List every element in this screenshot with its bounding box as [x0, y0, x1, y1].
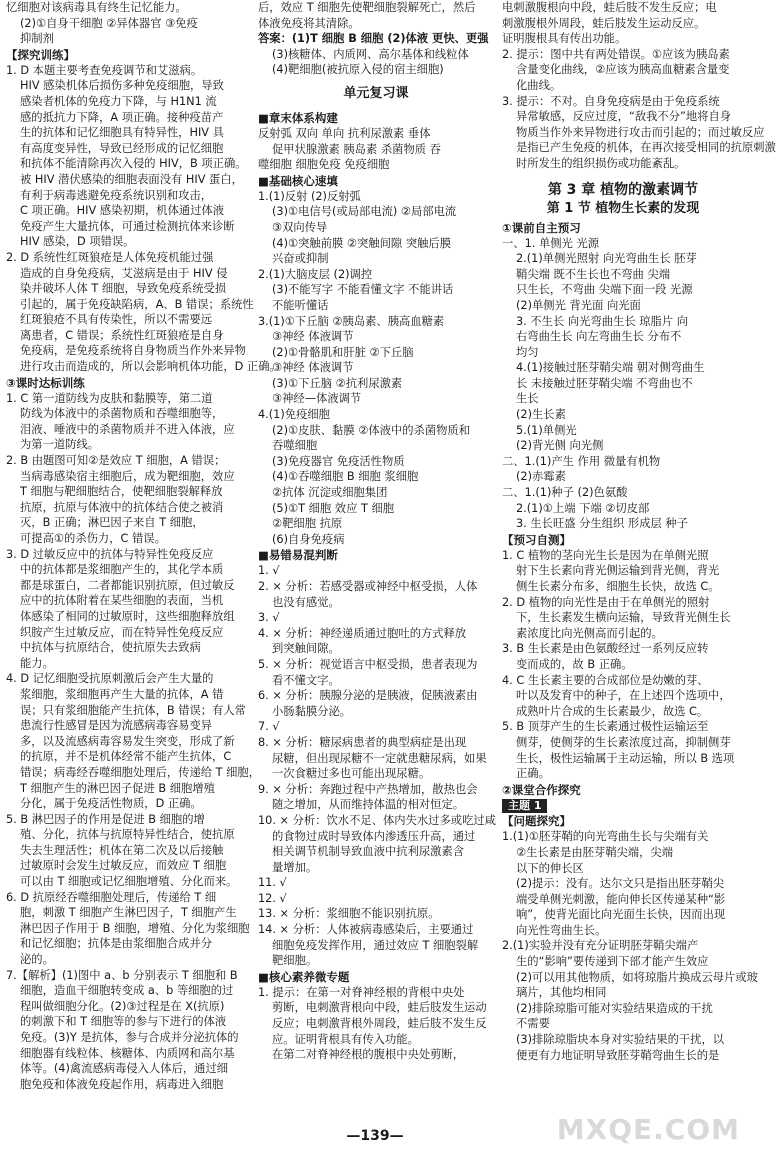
text-line: 11. √: [258, 876, 287, 890]
text-line: 噬细胞 细胞免疫 免疫细胞: [258, 158, 390, 172]
section-heading: 【探究训练】: [6, 47, 75, 62]
text-line: 2.(1)大脑皮层 (2)调控: [258, 267, 373, 281]
text-line: HIV 感染，D 项错误。: [20, 235, 135, 249]
text-line: 4.(1)免疫细胞: [258, 408, 330, 422]
text-line: 长 未接触过胚芽鞘尖端 不弯曲也不: [516, 376, 693, 390]
text-line: 2.(1)实验并没有充分证明胚芽鞘尖端产: [502, 939, 699, 953]
text-line: (3)排除琼脂块本身对实验结果的干扰，以: [516, 1033, 725, 1047]
text-line: (3)①电信号(或局部电流) ②局部电流: [272, 205, 457, 219]
text-line: 细胞免疫发挥作用，通过效应 T 细胞裂解: [272, 938, 479, 952]
text-line: 中的抗体都是浆细胞产生的，其化学本质: [20, 563, 224, 577]
text-line: (6)自身免疫病: [272, 532, 345, 546]
text-line: HIV 感染机体后损伤多种免疫细胞，导致: [20, 79, 224, 93]
text-line: 都是球蛋白，二者都能识别抗原，但过敏反: [20, 578, 235, 592]
text-line: 有利于病毒逃避免疫系统识别和攻击，: [20, 188, 213, 202]
text-line: 3. B 生长素是由色氨酸经过一系列反应转: [502, 642, 709, 656]
text-line: 免疫。(3)Y 是抗体，参与合成并分泌抗体的: [20, 1031, 239, 1044]
text-line: ③双向传导: [272, 220, 328, 234]
text-line: (2)①自身干细胞 ②异体器官 ③免疫: [20, 16, 198, 30]
section-heading: ■章末体系构建: [258, 110, 338, 125]
text-line: 的抗原，并不是机体经常不能产生抗体，C: [20, 750, 232, 764]
text-line: 体等。(4)禽流感病毒侵入人体后，通过细: [20, 1062, 229, 1076]
text-line: 成熟叶片合成的生长素最少，故选 C。: [516, 704, 709, 718]
text-line: 3. 不生长 向光弯曲生长 琼脂片 向: [516, 314, 689, 328]
text-line: 2. B 由题图可知②是效应 T 细胞，A 错误；: [6, 454, 226, 468]
text-line: 可以由 T 细胞或记忆细胞增殖、分化而来。: [20, 875, 238, 889]
text-line: 多，以及流感病毒容易发生突变，形成了新: [20, 734, 235, 748]
chapter-title: 第 3 章 植物的激素调节: [547, 181, 699, 198]
text-line: 胞，刺激 T 细胞产生淋巴因子，T 细胞产生: [20, 906, 237, 920]
text-line: 反射弧 双向 单向 抗利尿激素 垂体: [258, 126, 431, 140]
text-line: 二、1.(1)产生 作用 微量有机物: [502, 454, 661, 468]
text-line: 患流行性感冒是因为流感病毒容易变异: [20, 719, 213, 733]
text-line: 一、1. 单侧光 光源: [502, 236, 600, 250]
text-line: ②生长素是由胚芽鞘尖端，尖端: [516, 845, 673, 859]
text-line: 鞘尖端 既不生长也不弯曲 尖端: [516, 267, 671, 281]
text-line: 5. × 分析：视觉语言中枢受损，患者表现为: [258, 657, 478, 671]
text-line: 细胞器有线粒体、核糖体、内质网和高尔基: [20, 1046, 235, 1060]
text-line: 物质当作外来异物进行攻击而引起的；而过敏反应: [516, 125, 765, 139]
text-line: ②靶细胞 抗原: [272, 517, 343, 531]
text-line: 抗原，抗原与体液中的抗体结合使之被消: [20, 500, 224, 514]
text-line: ②抗体 沉淀或细胞集团: [272, 486, 388, 500]
text-line: 生的抗体和记忆细胞具有特异性，HIV 具: [20, 126, 224, 140]
text-line: 3. 提示：不对。自身免疫病是由于免疫系统: [502, 94, 720, 108]
text-line: 免疫产生大量抗体，可通过检测抗体来诊断: [20, 219, 235, 233]
text-line: 促甲状腺激素 胰岛素 杀菌物质 吞: [272, 142, 441, 156]
text-line: 的食物过成时导致体内渗透压升高，通过: [272, 829, 476, 843]
text-line: 免疫病，是免疫系统将自身物质当作外来异物: [20, 344, 246, 358]
text-line: T 细胞产生的淋巴因子促进 B 细胞增殖: [20, 781, 215, 795]
text-line: 3. 生长旺盛 分生组织 形成层 种子: [516, 517, 689, 531]
text-line: 有高度变异性，导致已经形成的记忆细胞: [20, 141, 224, 155]
text-line: 能力。: [20, 656, 54, 670]
topic-tag: 主题 1: [502, 799, 547, 813]
text-line: 胞免疫和体液免疫起作用，病毒进入细胞: [20, 1077, 224, 1091]
text-line: 中抗体与抗原结合，使抗原失去致病: [20, 641, 201, 655]
text-line: 也没有感觉。: [272, 595, 340, 609]
text-line: 随之增加，从而维持体温的相对恒定。: [272, 798, 465, 812]
text-line: 刺激腹根外周段，蛙后肢发生运动反应。: [502, 16, 706, 30]
text-line: 后，效应 T 细胞先使靶细胞裂解死亡，然后: [258, 1, 476, 14]
text-line: 10. × 分析：饮水不足、体内失水过多或吃过咸: [258, 813, 496, 827]
text-line: 浆细胞，浆细胞再产生大量的抗体，A 错: [20, 687, 224, 701]
text-line: 侧生长素分布多，细胞生长快，故选 C。: [516, 580, 720, 593]
text-line: 生的“影响”要传递到下部才能产生效应: [516, 955, 709, 969]
text-line: (2)背光侧 向光侧: [516, 439, 604, 453]
text-line: 含量变化曲线，②应该为胰高血糖素含量变: [516, 63, 730, 77]
text-line: 不能听懂话: [272, 298, 329, 312]
text-line: (2)排除琼脂可能对实验结果造成的干扰: [516, 1001, 713, 1015]
text-line: 1. C 第一道防线为皮肤和黏膜等，第二道: [6, 391, 213, 405]
text-line: 侧芽，使侧芽的生长素浓度过高，抑制侧芽: [516, 735, 731, 749]
text-line: 量增加。: [272, 860, 318, 874]
right-column: [502, 0, 776, 1125]
text-line: 7.【解析】(1)图中 a、b 分别表示 T 细胞和 B: [6, 968, 238, 982]
text-line: 误；只有浆细胞能产生抗体，B 错误；有人常: [20, 703, 246, 717]
text-line: 程叫做细胞分化。(2)③过程是在 X(抗原): [20, 999, 225, 1013]
text-line: 在第二对脊神经根的腹根中央处剪断，: [272, 1048, 465, 1062]
text-line: 只生长，不弯曲 尖端下面一段 光源: [516, 283, 693, 297]
section-heading: ③课时达标训练: [6, 375, 85, 390]
text-line: 射下生长素向背光侧运输到背光侧，背光: [516, 564, 720, 578]
text-line: 璃片，其他均相同: [516, 986, 607, 1000]
text-line: 淋巴因子作用于 B 细胞，增殖、分化为浆细胞: [20, 921, 250, 935]
text-line: 2. 提示：图中共有两处错误。①应该为胰岛素: [502, 47, 730, 61]
text-line: 二、1.(1)种子 (2)色氨酸: [502, 486, 628, 500]
text-line: 以下的伸长区: [516, 861, 584, 875]
text-line: 可提高①的杀伤力，C 错误。: [20, 532, 166, 545]
section-heading: ②课堂合作探究: [502, 782, 581, 797]
text-line: 生长: [516, 392, 539, 406]
text-line: 5. B 顶芽产生的生长素通过极性运输运至: [502, 720, 709, 734]
text-line: 5.(1)单侧光: [516, 423, 577, 437]
text-line: 被 HIV 潜伏感染的细胞表面没有 HIV 蛋白，: [20, 172, 243, 186]
text-line: (2)①皮肤、黏膜 ②体液中的杀菌物质和: [272, 423, 471, 437]
text-line: 时所发生的组织损伤或功能紊乱。: [516, 156, 686, 170]
text-line: (3)核糖体、内质网、高尔基体和线粒体: [272, 47, 469, 61]
text-line: (3)①下丘脑 ②抗利尿激素: [272, 376, 403, 390]
text-line: ③神经 体液调节: [272, 361, 354, 375]
text-line: 细胞，造血干细胞转变成 a、b 等细胞的过: [20, 984, 234, 998]
text-line: 1.(1)①胚芽鞘的向光弯曲生长与尖端有关: [502, 830, 709, 844]
text-line: 分化，属于免疫活性物质，D 正确。: [20, 797, 202, 811]
text-line: 剪断，电刺激背根向中段，蛙后肢发生运动: [272, 1001, 487, 1015]
text-line: 为第一道防线。: [20, 438, 100, 452]
text-line: 小肠黏膜分泌。: [272, 704, 352, 718]
text-line: (2)单侧光 背光面 向光面: [516, 298, 641, 312]
text-line: 抑制剂: [20, 32, 54, 46]
text-line: 4.(1)接触过胚芽鞘尖端 朝对侧弯曲生: [516, 361, 705, 375]
text-line: 到突触间隙。: [272, 642, 340, 656]
text-line: 证明腹根具有传出功能。: [502, 32, 627, 46]
text-line: 应中的抗体附着在某些细胞的表面，当机: [20, 594, 224, 608]
text-line: 灭，B 正确；淋巴因子来自 T 细胞，: [20, 516, 204, 530]
text-line: 兴奋或抑制: [272, 252, 329, 266]
watermark: MXQE.COM: [556, 1113, 740, 1146]
text-line: [502, 798, 744, 814]
text-line: 相关调节机制导致血液中抗利尿激素含: [272, 845, 465, 859]
page-number: —139—: [346, 1128, 404, 1144]
text-line: 和抗体不能清除再次入侵的 HIV，B 项正确。: [20, 157, 247, 171]
section-heading: 【问题探究】: [502, 814, 571, 829]
text-line: 电刺激腹根向中段，蛙后肢不发生反应；电: [502, 1, 717, 14]
text-line: 殖、分化，抗体与抗原特异性结合，使抗原: [20, 828, 235, 842]
text-line: 体液免疫将其清除。: [258, 16, 360, 30]
text-line: 反应；电刺激背根外周段，蛙后肢不发生反: [272, 1017, 487, 1031]
text-line: 异常敏感，反应过度，“敌我不分”地将自身: [516, 110, 732, 124]
text-line: 忆细胞对该病毒具有终生记忆能力。: [6, 1, 187, 14]
text-line: 6. D 抗原经吞噬细胞处理后，传递给 T 细: [6, 890, 217, 904]
section-heading: ①课前自主预习: [502, 220, 581, 235]
text-line: 感染者机体的免疫力下降，与 H1N1 流: [20, 94, 217, 108]
text-line: 引起的，属于免疫缺陷病，A、B 错误；系统性: [20, 297, 254, 311]
text-line: 化曲线。: [516, 78, 562, 92]
text-line: 14. × 分析：人体被病毒感染后，主要通过: [258, 923, 474, 937]
chapter-title: 第 1 节 植物生长素的发现: [546, 200, 700, 216]
text-line: 泪液、唾液中的杀菌物质并不进入体液，应: [20, 422, 235, 436]
text-line: 和记忆细胞；抗体是由浆细胞合成并分: [20, 937, 213, 951]
text-line: 3. √: [258, 611, 280, 625]
text-line: 6. × 分析：胰腺分泌的是胰液，促胰液素由: [258, 689, 478, 703]
text-line: 4. C 生长素主要的合成部位是幼嫩的芽、: [502, 673, 709, 687]
text-line: 吞噬细胞: [272, 439, 318, 453]
text-line: 叶以及发育中的种子，在上述四个选项中，: [516, 689, 731, 703]
text-line: 13. × 分析：浆细胞不能识别抗原。: [258, 907, 440, 921]
text-line: 答案：(1)T 细胞 B 细胞 (2)体液 更快、更强: [258, 32, 489, 46]
text-line: 1. √: [258, 564, 280, 578]
text-line: 一次食糖过多也可能出现尿糖。: [272, 767, 431, 781]
text-line: 应。证明背根具有传入功能。: [272, 1032, 419, 1046]
chapter-title: 单元复习课: [343, 85, 409, 101]
middle-column: [258, 0, 494, 1125]
text-line: 向光性弯曲生长。: [516, 923, 607, 937]
text-line: 便更有力地证明导致胚芽鞘弯曲生长的是: [516, 1048, 720, 1062]
text-line: 右弯曲生长 向左弯曲生长 分布不: [516, 330, 682, 344]
text-line: 2. D 系统性红斑狼疮是人体免疫机能过强: [6, 250, 214, 264]
text-line: 1. C 植物的茎向光生长是因为在单侧光照: [502, 548, 709, 562]
text-line: 响”，使背光面比向光面生长快，因而出现: [516, 908, 726, 922]
text-line: 变而成的，故 B 正确。: [516, 657, 633, 671]
text-line: 防线为体液中的杀菌物质和吞噬细胞等，: [20, 407, 224, 421]
text-line: 看不懂文字。: [272, 673, 340, 687]
text-line: 端受单侧光刺激，能向伸长区传递某种“影: [516, 892, 726, 906]
text-line: (3)不能写字 不能看懂文字 不能讲话: [272, 283, 454, 297]
text-line: 的刺激下和 T 细胞等的参与下进行的体液: [20, 1015, 227, 1029]
section-heading: ■核心素养微专题: [258, 969, 350, 984]
text-line: 8. × 分析：糖尿病患者的典型病症是出现: [258, 735, 467, 749]
text-line: 染并破坏人体 T 细胞，导致免疫系统受损: [20, 282, 227, 296]
text-line: 素浓度比向光侧高而引起的。: [516, 626, 663, 640]
text-line: 4. D 记忆细胞受抗原刺激后会产生大量的: [6, 672, 214, 686]
text-line: 当病毒感染宿主细胞后，成为靶细胞，效应: [20, 469, 235, 483]
text-line: (2)①骨骼肌和肝脏 ②下丘脑: [272, 345, 414, 359]
text-line: 织胺产生过敏反应，而在特异性免疫反应: [20, 625, 224, 639]
text-line: 下，生长素发生横向运输，导致背光侧生长: [516, 611, 731, 625]
text-line: 2. D 植物的向光性是由于在单侧光的照射: [502, 595, 710, 609]
text-line: 1. 提示：在第一对脊神经根的背根中央处: [258, 985, 465, 999]
text-line: 离患者，C 错误；系统性红斑狼疮是自身: [20, 328, 224, 342]
text-line: (3)免疫器官 免疫活性物质: [272, 454, 405, 468]
text-line: (2)赤霉素: [516, 470, 566, 484]
text-line: 体感染了相同的过敏原时，这些细胞释放组: [20, 609, 235, 623]
text-line: 不需要: [516, 1017, 550, 1031]
text-line: 2.(1)单侧光照射 向光弯曲生长 胚芽: [516, 252, 697, 266]
text-line: 均匀: [516, 345, 539, 359]
text-line: 3. D 过敏反应中的抗体与特异性免疫反应: [6, 547, 214, 561]
text-line: (5)①T 细胞 效应 T 细胞: [272, 501, 395, 515]
text-line: 正确。: [516, 767, 550, 781]
text-line: 过敏原时会发生过敏反应，而效应 T 细胞: [20, 859, 227, 873]
section-heading: ■基础核心速填: [258, 173, 338, 188]
text-line: 1.(1)反射 (2)反射弧: [258, 189, 361, 203]
text-line: ③神经 体液调节: [272, 330, 354, 344]
text-line: 9. × 分析：奔跑过程中产热增加，散热也会: [258, 782, 478, 796]
text-line: 2.(1)①上端 下端 ②切皮部: [516, 501, 650, 515]
text-line: T 细胞与靶细胞结合，使靶细胞裂解释放: [20, 485, 223, 499]
text-line: 7. √: [258, 720, 280, 734]
text-line: 5. B 淋巴因子的作用是促进 B 细胞的增: [6, 812, 205, 826]
text-line: 感的抵抗力下降，A 项正确。接种疫苗产: [20, 110, 224, 124]
text-line: 红斑狼疮不具有传染性，所以不需要远: [20, 313, 213, 327]
text-line: (4)靶细胞(被抗原入侵的宿主细胞): [272, 63, 444, 77]
text-line: 尿糖，但出现尿糖不一定就患糖尿病，如果: [272, 751, 487, 765]
text-line: 靶细胞。: [272, 954, 318, 968]
text-line: 生长，极性运输属于主动运输，所以 B 选项: [516, 751, 735, 765]
text-line: 4. × 分析：神经递质通过胞吐的方式释放: [258, 626, 467, 640]
section-heading: ■易错易混判断: [258, 548, 338, 563]
text-line: 泌的。: [20, 953, 54, 967]
text-line: 错误；病毒经吞噬细胞处理后，传递给 T 细胞，: [20, 765, 261, 779]
text-line: (2)提示：没有。达尔文只是指出胚芽鞘尖: [516, 877, 725, 891]
text-line: ③神经—体液调节: [272, 392, 362, 406]
text-line: (2)可以用其他物质，如将琼脂片换成云母片或玻: [516, 970, 758, 984]
text-line: 失去生理活性；机体在第二次及以后接触: [20, 843, 224, 857]
text-line: 1. D 本题主要考查免疫调节和艾滋病。: [6, 63, 203, 77]
text-line: (4)①吞噬细胞 B 细胞 浆细胞: [272, 470, 419, 484]
text-line: 12. √: [258, 891, 287, 905]
text-line: (4)①突触前膜 ②突触间隙 突触后膜: [272, 236, 452, 250]
section-heading: 【预习自测】: [502, 532, 571, 547]
text-line: 3.(1)①下丘脑 ②胰岛素、胰高血糖素: [258, 314, 445, 328]
text-line: C 项正确。HIV 感染初期，机体通过体液: [20, 204, 225, 218]
text-line: 是指已产生免疫的机体，在再次接受相同的抗原刺激: [516, 141, 776, 155]
text-line: (2)生长素: [516, 408, 566, 422]
text-line: 造成的自身免疫病，艾滋病是由于 HIV 侵: [20, 266, 228, 280]
text-line: 2. × 分析：若感受器或神经中枢受损，人体: [258, 580, 478, 593]
text-line: 进行攻击而造成的，所以会影响机体功能，D 正确。: [20, 360, 281, 374]
